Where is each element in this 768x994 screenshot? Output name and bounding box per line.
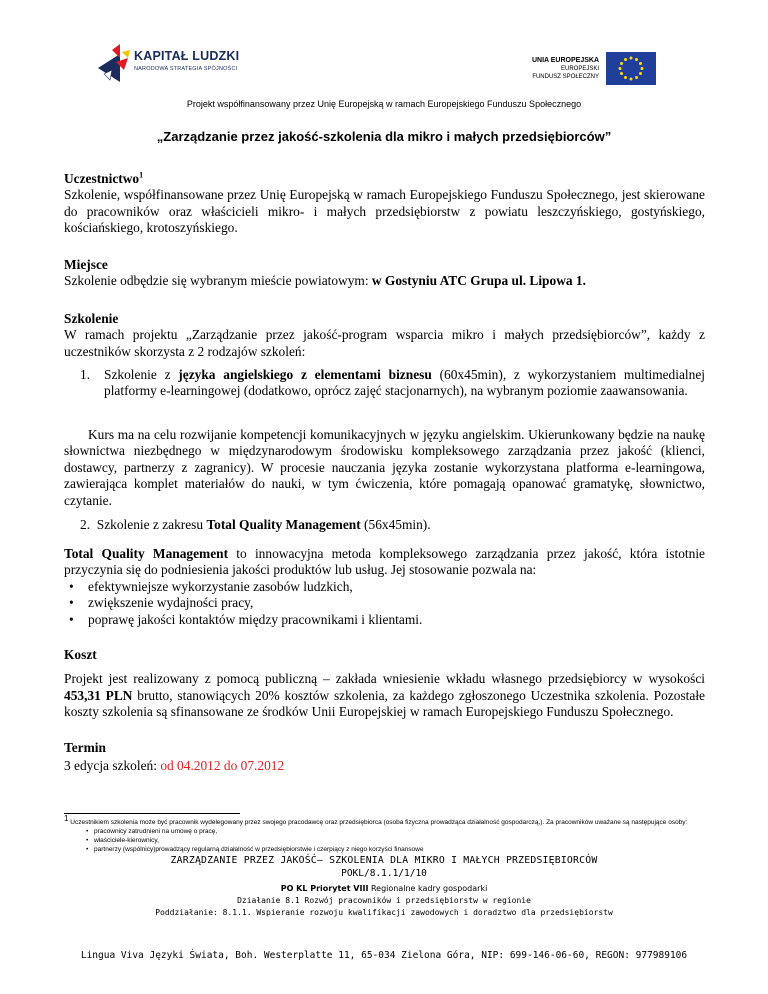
section-miejsce bbox=[64, 257, 705, 290]
item-number: 1. bbox=[80, 367, 91, 382]
heading-szkolenie: Szkolenie bbox=[64, 311, 119, 326]
footer-project-title: ZARZĄDZANIE PRZEZ JAKOŚĆ– SZKOLENIA DLA MIKRO I MAŁYCH PRZEDSIĘBIORCÓW bbox=[170, 855, 598, 866]
tqm-description: Total Quality Management to innowacyjna metoda kompleksowego zarządzania przez jakość, która istotnie przyczynia się do podniesienia jakości produktów lub usług. Jej stosowanie pozwala na: • efektywniejsze wykorzystanie zasobów ludzkich, • zwiększenie wydajności pracy, • poprawę jakości kontaktów między pracownikami i klientami. bbox=[64, 546, 705, 628]
section-uczestnictwo bbox=[64, 171, 705, 237]
item-text: Szkolenie z języka angielskiego z elementami biznesu (60x45min), z wykorzystaniem multimedialnej platformy e-learningowej (dodatkowo, oprócz zajęć stacjonarnych), na wybranym poziomie zaawansowania. bbox=[104, 367, 706, 399]
heading-uczestnictwo: Uczestnictwo$^1$ bbox=[64, 170, 144, 186]
koszt-text: Projekt jest realizowany z pomocą publiczną – zakłada wniesienie wkładu własnego przedsiębiorcy w wysokości 453,31 PLN brutto, stanowiących 20% kosztów szkolenia, za każdego zgłoszonego Uczestnika szkolenia. Pozostałe koszty szkolenia są sfinansowane ze środków Unii Europejskiej w ramach Europejskiego Funduszu Społecznego. bbox=[64, 671, 705, 720]
footer-action: Działanie 8.1 Rozwój pracowników i przedsiębiorstw w regionie bbox=[237, 896, 531, 905]
cost-amount: 453,31 PLN bbox=[64, 687, 133, 703]
termin-dates: od 04.2012 do 07.2012 bbox=[160, 758, 285, 774]
training-item-2: 2. Szkolenie z zakresu Total Quality Management (56x45min). bbox=[80, 517, 431, 532]
list-item: • poprawę jakości kontaktów między pracownikami i klientami. bbox=[64, 612, 705, 628]
eu-label bbox=[505, 56, 599, 81]
tqm-benefits-list bbox=[64, 579, 705, 628]
miejsce-text: Szkolenie odbędzie się wybranym mieście powiatowym: w Gostyniu ATC Grupa ul. Lipowa 1. bbox=[64, 273, 586, 289]
cofunding-note: Projekt współfinansowany przez Unię Europejską w ramach Europejskiego Funduszu Społecznego bbox=[186, 99, 582, 109]
termin-text: 3 edycja szkoleń: od 04.2012 do 07.2012 bbox=[64, 758, 285, 774]
list-item: • efektywniejsze wykorzystanie zasobów ludzkich, bbox=[64, 579, 705, 595]
list-item: • pracownicy zatrudnieni na umowę o pracę, bbox=[64, 827, 714, 836]
section-szkolenie bbox=[64, 311, 705, 360]
miejsce-location: w Gostyniu ATC Grupa ul. Lipowa 1. bbox=[371, 273, 586, 289]
course-description: Kurs ma na celu rozwijanie kompetencji komunikacyjnych w języku angielskim. Ukierunkowany będzie na naukę słownictwa niezbędnego w międzynarodowym środowisku kompleksowego zarządzania przez jakość (klienci, dostawcy, partnerzy z zagranicy). W procesie nauczania języka zostanie wykorzystana platforma e-learningowa, zawierająca komplet materiałów do nauki, w tym ćwiczenia, które pomagają opanować gramatykę, słownictwo, czytanie. bbox=[64, 427, 705, 508]
section-termin bbox=[64, 740, 705, 775]
eu-label-line3: FUNDUSZ SPOŁECZNY bbox=[532, 74, 599, 80]
item-number: 2. bbox=[80, 517, 91, 532]
kapital-ludzki-subtitle: NARODOWA STRATEGIA SPÓJNOŚCI bbox=[134, 66, 238, 72]
eu-label-line1: UNIA EUROPEJSKA bbox=[531, 57, 599, 64]
footer-company-info: Lingua Viva Języki Świata, Boh. Westerplatte 11, 65-034 Zielona Góra, NIP: 699-146-06-60, REGON: 977989106 bbox=[80, 950, 688, 961]
szkolenie-intro: W ramach projektu „Zarządzanie przez jakość-program wsparcia mikro i małych przedsiębiorców”, każdy z uczestników skorzysta z 2 rodzajów szkoleń: bbox=[64, 327, 705, 359]
footer-project-code: POKL/8.1.1/1/10 bbox=[341, 868, 427, 879]
kapital-ludzki-title: KAPITAŁ LUDZKI bbox=[134, 49, 240, 63]
heading-koszt: Koszt bbox=[64, 647, 97, 662]
uczestnictwo-text: Szkolenie, współfinansowane przez Unię Europejską w ramach Europejskiego Funduszu Społecznego, jest skierowane do pracowników oraz właścicieli mikro- i małych przedsiębiorstw z powiatu leszczyńskiego, gostyńskiego, kościańskiego, krotoszyńskiego. bbox=[64, 187, 705, 236]
footnote: $^1$ Uczestnikiem szkolenia może być pracownik wydelegowany przez swojego pracodawcę oraz przedsiębiorca (osoba fizyczna prowadząca działalność gospodarczą,). Za pracowników uważane są następujące osoby: • pracownicy zatrudnieni na umowę o pracę, • właściciele-kierownicy, • partnerzy (wspólnicy)prowadzący regularną działalność w przedsiębiorstwie i czerpiący z niego korzyści finansowe bbox=[64, 818, 714, 854]
list-item: • właściciele-kierownicy, bbox=[64, 836, 714, 845]
footer-priority: PO KL Priorytet VIII Regionalne kadry gospodarki bbox=[280, 884, 488, 893]
section-koszt bbox=[64, 647, 705, 721]
footnote-divider bbox=[64, 813, 240, 814]
footnote-ref: 1 bbox=[139, 170, 144, 180]
footer-subaction: Poddziałanie: 8.1.1. Wspieranie rozwoju kwalifikacji zawodowych i doradztwo dla przedsiębiorstw bbox=[155, 908, 613, 917]
list-item: • partnerzy (wspólnicy)prowadzący regularną działalność w przedsiębiorstwie i czerpiący z niego korzyści finansowe bbox=[64, 845, 714, 854]
eu-label-line2: EUROPEJSKI bbox=[560, 66, 599, 72]
heading-miejsce: Miejsce bbox=[64, 257, 108, 272]
training-item-1 bbox=[80, 367, 705, 400]
eu-flag-icon bbox=[606, 52, 656, 85]
list-item: • zwiększenie wydajności pracy, bbox=[64, 595, 705, 611]
heading-termin: Termin bbox=[64, 740, 106, 755]
document-title: „Zarządzanie przez jakość-szkolenia dla mikro i małych przedsiębiorców” bbox=[156, 129, 612, 144]
